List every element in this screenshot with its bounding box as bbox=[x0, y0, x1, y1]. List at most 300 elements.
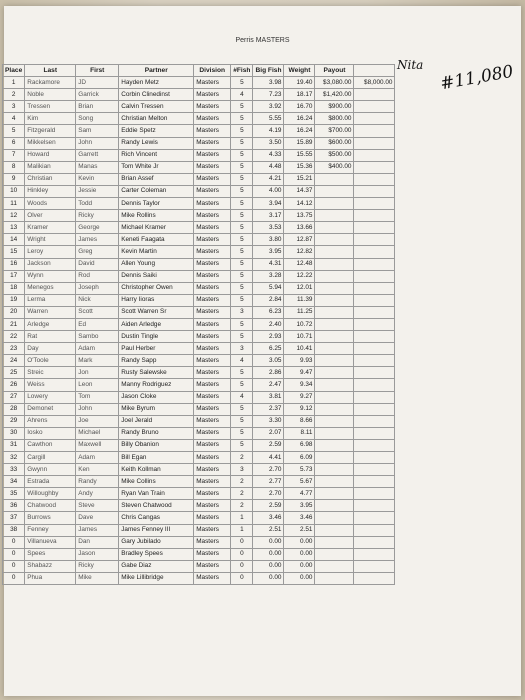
cell-first-name: Joe bbox=[76, 415, 119, 427]
cell-last-name: Day bbox=[25, 343, 76, 355]
cell-fish-count: 5 bbox=[231, 439, 253, 451]
header-first: First bbox=[76, 65, 119, 77]
cell-fish-count: 3 bbox=[231, 306, 253, 318]
cell-partner: Hayden Metz bbox=[119, 77, 194, 89]
cell-last-name: Gwynn bbox=[25, 464, 76, 476]
cell-payout bbox=[315, 524, 354, 536]
cell-payout: $3,080.00 bbox=[315, 77, 354, 89]
cell-payout bbox=[315, 427, 354, 439]
cell-nita bbox=[354, 464, 395, 476]
cell-big-fish: 6.23 bbox=[253, 306, 284, 318]
cell-place: 21 bbox=[3, 318, 25, 330]
cell-first-name: Scott bbox=[76, 306, 119, 318]
cell-fish-count: 5 bbox=[231, 427, 253, 439]
cell-partner: Manny Rodriguez bbox=[119, 379, 194, 391]
table-row bbox=[3, 536, 395, 548]
cell-weight: 5.67 bbox=[284, 476, 315, 488]
cell-place: 6 bbox=[3, 137, 25, 149]
cell-payout bbox=[315, 343, 354, 355]
cell-partner: Rusty Salewske bbox=[119, 367, 194, 379]
cell-fish-count: 4 bbox=[231, 355, 253, 367]
cell-weight: 0.00 bbox=[284, 572, 315, 584]
cell-fish-count: 0 bbox=[231, 548, 253, 560]
cell-fish-count: 0 bbox=[231, 560, 253, 572]
cell-first-name: Mark bbox=[76, 355, 119, 367]
table-row bbox=[3, 294, 395, 306]
cell-last-name: Iosko bbox=[25, 427, 76, 439]
cell-weight: 4.77 bbox=[284, 488, 315, 500]
cell-weight: 11.39 bbox=[284, 294, 315, 306]
cell-weight: 18.17 bbox=[284, 89, 315, 101]
cell-nita bbox=[354, 427, 395, 439]
cell-place: 4 bbox=[3, 113, 25, 125]
table-row bbox=[3, 560, 395, 572]
cell-partner: Christopher Owen bbox=[119, 282, 194, 294]
cell-big-fish: 2.07 bbox=[253, 427, 284, 439]
cell-payout bbox=[315, 185, 354, 197]
cell-big-fish: 4.33 bbox=[253, 149, 284, 161]
cell-nita bbox=[354, 512, 395, 524]
cell-first-name: David bbox=[76, 258, 119, 270]
cell-fish-count: 5 bbox=[231, 101, 253, 113]
cell-nita bbox=[354, 500, 395, 512]
cell-payout bbox=[315, 258, 354, 270]
cell-nita bbox=[354, 137, 395, 149]
table-row bbox=[3, 101, 395, 113]
cell-weight: 10.41 bbox=[284, 343, 315, 355]
cell-last-name: Christian bbox=[25, 173, 76, 185]
cell-payout bbox=[315, 415, 354, 427]
cell-place: 16 bbox=[3, 258, 25, 270]
cell-weight: 0.00 bbox=[284, 560, 315, 572]
results-table bbox=[2, 64, 395, 585]
cell-partner: James Fenney III bbox=[119, 524, 194, 536]
cell-first-name: Garrick bbox=[76, 89, 119, 101]
cell-division: Masters bbox=[194, 403, 231, 415]
cell-nita bbox=[354, 258, 395, 270]
cell-nita bbox=[354, 101, 395, 113]
cell-payout bbox=[315, 536, 354, 548]
cell-big-fish: 6.25 bbox=[253, 343, 284, 355]
cell-first-name: Adam bbox=[76, 343, 119, 355]
cell-big-fish: 2.86 bbox=[253, 367, 284, 379]
cell-nita bbox=[354, 548, 395, 560]
cell-division: Masters bbox=[194, 113, 231, 125]
cell-fish-count: 2 bbox=[231, 452, 253, 464]
cell-place: 0 bbox=[3, 536, 25, 548]
cell-division: Masters bbox=[194, 246, 231, 258]
cell-big-fish: 4.48 bbox=[253, 161, 284, 173]
cell-last-name: Cawthon bbox=[25, 439, 76, 451]
cell-partner: Christian Melton bbox=[119, 113, 194, 125]
cell-big-fish: 5.94 bbox=[253, 282, 284, 294]
cell-first-name: Nick bbox=[76, 294, 119, 306]
cell-weight: 16.24 bbox=[284, 125, 315, 137]
cell-weight: 15.89 bbox=[284, 137, 315, 149]
cell-big-fish: 3.53 bbox=[253, 222, 284, 234]
cell-fish-count: 5 bbox=[231, 270, 253, 282]
cell-fish-count: 5 bbox=[231, 222, 253, 234]
cell-first-name: George bbox=[76, 222, 119, 234]
cell-big-fish: 2.84 bbox=[253, 294, 284, 306]
cell-last-name: Mikkelsen bbox=[25, 137, 76, 149]
cell-first-name: Mike bbox=[76, 572, 119, 584]
cell-payout bbox=[315, 476, 354, 488]
cell-place: 1 bbox=[3, 77, 25, 89]
cell-first-name: Rod bbox=[76, 270, 119, 282]
table-row bbox=[3, 234, 395, 246]
table-row bbox=[3, 415, 395, 427]
cell-place: 36 bbox=[3, 500, 25, 512]
cell-fish-count: 5 bbox=[231, 246, 253, 258]
header-big-fish: Big Fish bbox=[253, 65, 284, 77]
table-row bbox=[3, 222, 395, 234]
cell-fish-count: 5 bbox=[231, 234, 253, 246]
cell-division: Masters bbox=[194, 367, 231, 379]
cell-weight: 15.21 bbox=[284, 173, 315, 185]
cell-partner: Kevin Martin bbox=[119, 246, 194, 258]
cell-big-fish: 4.31 bbox=[253, 258, 284, 270]
cell-last-name: Shabazz bbox=[25, 560, 76, 572]
cell-division: Masters bbox=[194, 282, 231, 294]
cell-weight: 0.00 bbox=[284, 536, 315, 548]
cell-payout bbox=[315, 331, 354, 343]
cell-fish-count: 5 bbox=[231, 173, 253, 185]
cell-division: Masters bbox=[194, 464, 231, 476]
cell-partner: Mike Byrum bbox=[119, 403, 194, 415]
cell-place: 33 bbox=[3, 464, 25, 476]
table-row bbox=[3, 548, 395, 560]
cell-partner: Michael Kramer bbox=[119, 222, 194, 234]
cell-place: 30 bbox=[3, 427, 25, 439]
cell-place: 3 bbox=[3, 101, 25, 113]
cell-nita bbox=[354, 89, 395, 101]
cell-fish-count: 2 bbox=[231, 476, 253, 488]
cell-payout: $600.00 bbox=[315, 137, 354, 149]
table-body bbox=[3, 77, 395, 585]
cell-division: Masters bbox=[194, 343, 231, 355]
cell-first-name: Tom bbox=[76, 391, 119, 403]
page-title: Perris MASTERS bbox=[235, 37, 290, 44]
cell-weight: 6.98 bbox=[284, 439, 315, 451]
cell-place: 7 bbox=[3, 149, 25, 161]
cell-partner: Mike Lillibridge bbox=[119, 572, 194, 584]
cell-weight: 13.75 bbox=[284, 210, 315, 222]
cell-first-name: Ken bbox=[76, 464, 119, 476]
cell-big-fish: 3.98 bbox=[253, 77, 284, 89]
cell-weight: 9.93 bbox=[284, 355, 315, 367]
cell-fish-count: 1 bbox=[231, 512, 253, 524]
cell-nita bbox=[354, 210, 395, 222]
cell-fish-count: 5 bbox=[231, 137, 253, 149]
cell-weight: 15.55 bbox=[284, 149, 315, 161]
cell-nita bbox=[354, 415, 395, 427]
cell-weight: 16.24 bbox=[284, 113, 315, 125]
cell-first-name: Kevin bbox=[76, 173, 119, 185]
cell-place: 27 bbox=[3, 391, 25, 403]
cell-first-name: Leon bbox=[76, 379, 119, 391]
cell-place: 14 bbox=[3, 234, 25, 246]
table-row bbox=[3, 500, 395, 512]
cell-partner: Jason Cloke bbox=[119, 391, 194, 403]
cell-fish-count: 5 bbox=[231, 185, 253, 197]
cell-payout: $900.00 bbox=[315, 101, 354, 113]
cell-partner: Dustin Tingle bbox=[119, 331, 194, 343]
header-row bbox=[3, 65, 395, 77]
cell-payout bbox=[315, 572, 354, 584]
cell-first-name: Randy bbox=[76, 476, 119, 488]
cell-place: 29 bbox=[3, 415, 25, 427]
cell-payout bbox=[315, 391, 354, 403]
table-row bbox=[3, 137, 395, 149]
cell-weight: 16.70 bbox=[284, 101, 315, 113]
cell-weight: 13.66 bbox=[284, 222, 315, 234]
cell-partner: Gabe Diaz bbox=[119, 560, 194, 572]
cell-last-name: Estrada bbox=[25, 476, 76, 488]
cell-weight: 11.25 bbox=[284, 306, 315, 318]
cell-nita bbox=[354, 185, 395, 197]
cell-partner: Allen Young bbox=[119, 258, 194, 270]
cell-big-fish: 2.59 bbox=[253, 439, 284, 451]
cell-division: Masters bbox=[194, 125, 231, 137]
table-row bbox=[3, 282, 395, 294]
cell-fish-count: 1 bbox=[231, 524, 253, 536]
cell-fish-count: 5 bbox=[231, 379, 253, 391]
cell-nita bbox=[354, 452, 395, 464]
cell-fish-count: 5 bbox=[231, 198, 253, 210]
cell-nita bbox=[354, 355, 395, 367]
table-row bbox=[3, 379, 395, 391]
cell-partner: Randy Bruno bbox=[119, 427, 194, 439]
cell-payout bbox=[315, 198, 354, 210]
cell-fish-count: 5 bbox=[231, 258, 253, 270]
cell-first-name: Sam bbox=[76, 125, 119, 137]
cell-partner: Ryan Van Train bbox=[119, 488, 194, 500]
table-row bbox=[3, 572, 395, 584]
cell-payout bbox=[315, 512, 354, 524]
header-payout: Payout bbox=[315, 65, 354, 77]
cell-fish-count: 5 bbox=[231, 331, 253, 343]
cell-last-name: Noble bbox=[25, 89, 76, 101]
cell-last-name: Hinkley bbox=[25, 185, 76, 197]
cell-last-name: Woods bbox=[25, 198, 76, 210]
cell-weight: 5.73 bbox=[284, 464, 315, 476]
cell-first-name: Jessie bbox=[76, 185, 119, 197]
cell-place: 31 bbox=[3, 439, 25, 451]
cell-payout: $700.00 bbox=[315, 125, 354, 137]
cell-first-name: John bbox=[76, 403, 119, 415]
cell-fish-count: 5 bbox=[231, 210, 253, 222]
cell-weight: 0.00 bbox=[284, 548, 315, 560]
header-weight: Weight bbox=[284, 65, 315, 77]
cell-place: 34 bbox=[3, 476, 25, 488]
cell-partner: Tom White Jr bbox=[119, 161, 194, 173]
cell-last-name: O'Toole bbox=[25, 355, 76, 367]
cell-payout bbox=[315, 500, 354, 512]
table-row bbox=[3, 318, 395, 330]
table-row bbox=[3, 439, 395, 451]
cell-place: 12 bbox=[3, 210, 25, 222]
cell-fish-count: 5 bbox=[231, 415, 253, 427]
cell-weight: 10.72 bbox=[284, 318, 315, 330]
table-row bbox=[3, 173, 395, 185]
cell-big-fish: 3.05 bbox=[253, 355, 284, 367]
cell-nita bbox=[354, 403, 395, 415]
cell-partner: Gary Jubilado bbox=[119, 536, 194, 548]
cell-last-name: Tressen bbox=[25, 101, 76, 113]
cell-division: Masters bbox=[194, 560, 231, 572]
table-row bbox=[3, 113, 395, 125]
cell-place: 25 bbox=[3, 367, 25, 379]
cell-nita bbox=[354, 391, 395, 403]
cell-first-name: James bbox=[76, 524, 119, 536]
cell-division: Masters bbox=[194, 318, 231, 330]
cell-division: Masters bbox=[194, 294, 231, 306]
cell-partner: Corbin Clinedinst bbox=[119, 89, 194, 101]
cell-payout bbox=[315, 439, 354, 451]
cell-division: Masters bbox=[194, 198, 231, 210]
table-row bbox=[3, 367, 395, 379]
cell-place: 19 bbox=[3, 294, 25, 306]
cell-nita bbox=[354, 536, 395, 548]
cell-weight: 8.66 bbox=[284, 415, 315, 427]
cell-weight: 9.34 bbox=[284, 379, 315, 391]
cell-nita bbox=[354, 379, 395, 391]
cell-first-name: Steve bbox=[76, 500, 119, 512]
cell-last-name: Kim bbox=[25, 113, 76, 125]
cell-weight: 3.46 bbox=[284, 512, 315, 524]
cell-nita bbox=[354, 125, 395, 137]
cell-fish-count: 5 bbox=[231, 318, 253, 330]
cell-big-fish: 2.37 bbox=[253, 403, 284, 415]
cell-big-fish: 4.41 bbox=[253, 452, 284, 464]
cell-first-name: Brian bbox=[76, 101, 119, 113]
cell-first-name: Todd bbox=[76, 198, 119, 210]
cell-place: 20 bbox=[3, 306, 25, 318]
cell-place: 22 bbox=[3, 331, 25, 343]
cell-weight: 12.01 bbox=[284, 282, 315, 294]
cell-payout bbox=[315, 560, 354, 572]
table-row bbox=[3, 270, 395, 282]
cell-payout bbox=[315, 403, 354, 415]
cell-nita bbox=[354, 318, 395, 330]
cell-last-name: Jackson bbox=[25, 258, 76, 270]
cell-last-name: Cargill bbox=[25, 452, 76, 464]
cell-payout bbox=[315, 210, 354, 222]
cell-nita bbox=[354, 149, 395, 161]
cell-partner: Harry Iioras bbox=[119, 294, 194, 306]
cell-fish-count: 3 bbox=[231, 464, 253, 476]
cell-division: Masters bbox=[194, 439, 231, 451]
cell-division: Masters bbox=[194, 161, 231, 173]
cell-place: 28 bbox=[3, 403, 25, 415]
cell-division: Masters bbox=[194, 524, 231, 536]
table-row bbox=[3, 403, 395, 415]
cell-big-fish: 3.46 bbox=[253, 512, 284, 524]
cell-weight: 14.12 bbox=[284, 198, 315, 210]
cell-nita bbox=[354, 572, 395, 584]
cell-big-fish: 2.70 bbox=[253, 464, 284, 476]
table-row bbox=[3, 464, 395, 476]
cell-big-fish: 2.40 bbox=[253, 318, 284, 330]
cell-partner: Dennis Taylor bbox=[119, 198, 194, 210]
cell-nita bbox=[354, 198, 395, 210]
cell-first-name: Jon bbox=[76, 367, 119, 379]
cell-nita bbox=[354, 246, 395, 258]
cell-first-name: John bbox=[76, 137, 119, 149]
table-row bbox=[3, 125, 395, 137]
cell-last-name: Malikian bbox=[25, 161, 76, 173]
cell-place: 15 bbox=[3, 246, 25, 258]
cell-place: 17 bbox=[3, 270, 25, 282]
cell-payout bbox=[315, 452, 354, 464]
cell-weight: 9.47 bbox=[284, 367, 315, 379]
cell-nita bbox=[354, 439, 395, 451]
cell-weight: 19.40 bbox=[284, 77, 315, 89]
cell-payout bbox=[315, 282, 354, 294]
cell-first-name: Joseph bbox=[76, 282, 119, 294]
table-row bbox=[3, 246, 395, 258]
header-division: Division bbox=[194, 65, 231, 77]
cell-place: 0 bbox=[3, 560, 25, 572]
cell-payout bbox=[315, 464, 354, 476]
cell-weight: 12.22 bbox=[284, 270, 315, 282]
cell-big-fish: 3.30 bbox=[253, 415, 284, 427]
cell-partner: Mike Rollins bbox=[119, 210, 194, 222]
cell-first-name: JD bbox=[76, 77, 119, 89]
cell-partner: Randy Sapp bbox=[119, 355, 194, 367]
cell-weight: 14.37 bbox=[284, 185, 315, 197]
cell-partner: Keith Kollman bbox=[119, 464, 194, 476]
cell-nita bbox=[354, 161, 395, 173]
table-row bbox=[3, 452, 395, 464]
cell-division: Masters bbox=[194, 258, 231, 270]
table-row bbox=[3, 476, 395, 488]
cell-division: Masters bbox=[194, 101, 231, 113]
header-fish-count: #Fish bbox=[231, 65, 253, 77]
cell-fish-count: 4 bbox=[231, 89, 253, 101]
cell-place: 37 bbox=[3, 512, 25, 524]
cell-weight: 12.87 bbox=[284, 234, 315, 246]
cell-big-fish: 2.47 bbox=[253, 379, 284, 391]
cell-division: Masters bbox=[194, 185, 231, 197]
cell-last-name: Wynn bbox=[25, 270, 76, 282]
table-row bbox=[3, 427, 395, 439]
cell-nita bbox=[354, 331, 395, 343]
cell-partner: Joel Jerald bbox=[119, 415, 194, 427]
cell-first-name: Adam bbox=[76, 452, 119, 464]
cell-nita bbox=[354, 270, 395, 282]
cell-division: Masters bbox=[194, 536, 231, 548]
header-nita bbox=[354, 65, 395, 77]
cell-big-fish: 7.23 bbox=[253, 89, 284, 101]
cell-first-name: Garrett bbox=[76, 149, 119, 161]
cell-first-name: Dan bbox=[76, 536, 119, 548]
table-row bbox=[3, 391, 395, 403]
cell-last-name: Leroy bbox=[25, 246, 76, 258]
cell-payout: $400.00 bbox=[315, 161, 354, 173]
cell-weight: 9.12 bbox=[284, 403, 315, 415]
cell-division: Masters bbox=[194, 512, 231, 524]
cell-nita bbox=[354, 367, 395, 379]
cell-fish-count: 5 bbox=[231, 282, 253, 294]
cell-last-name: Streic bbox=[25, 367, 76, 379]
cell-partner: Aiden Arledge bbox=[119, 318, 194, 330]
cell-fish-count: 5 bbox=[231, 149, 253, 161]
cell-partner: Brian Assef bbox=[119, 173, 194, 185]
cell-place: 10 bbox=[3, 185, 25, 197]
header-place: Place bbox=[3, 65, 25, 77]
